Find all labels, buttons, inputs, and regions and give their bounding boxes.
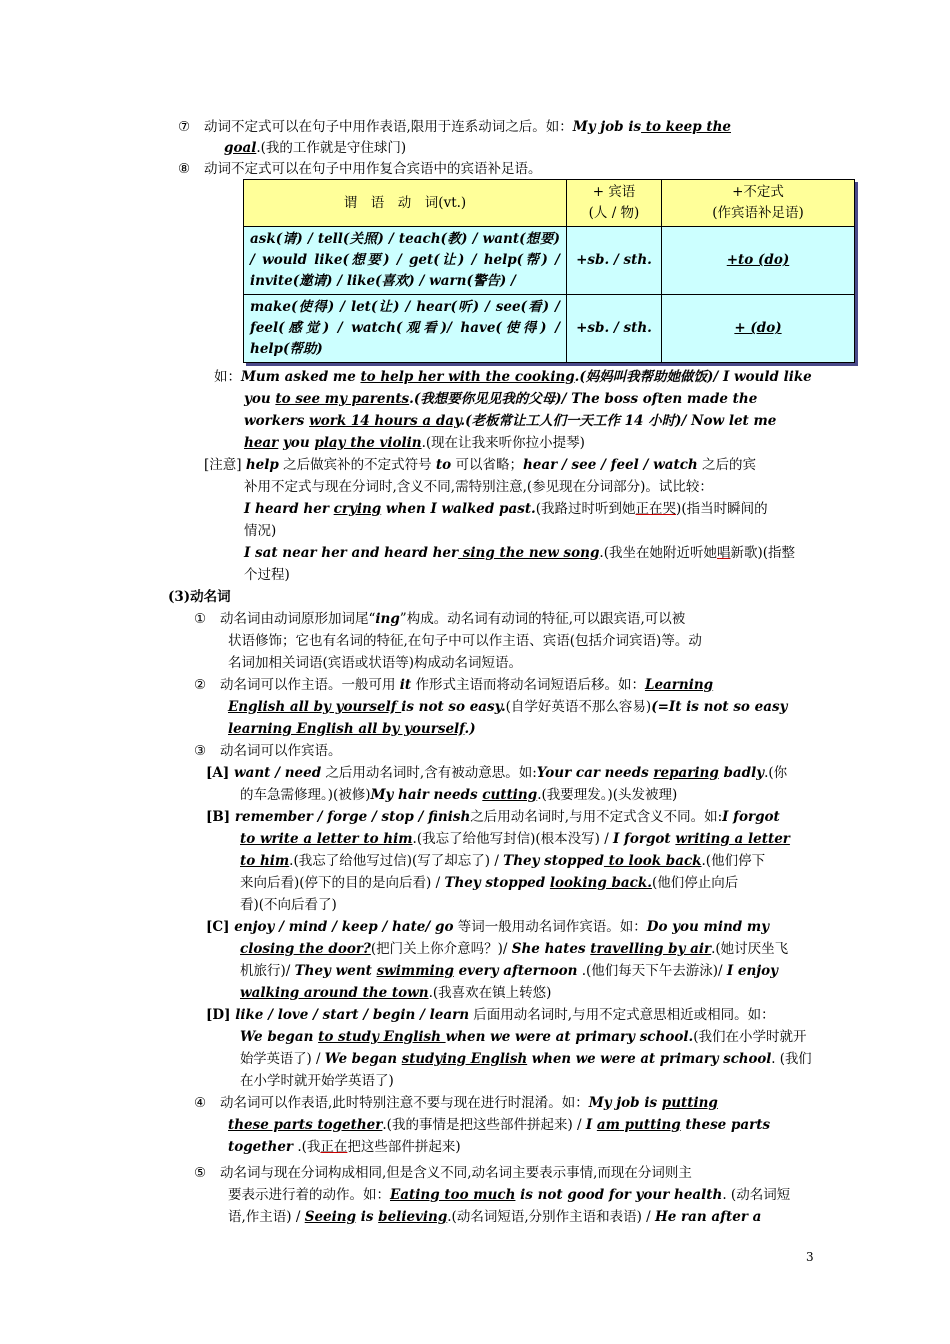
page-number: 3: [806, 1250, 814, 1264]
note-line1: [注意] help 之后做宾补的不定式符号 to 可以省略；hear / see / feel / watch 之后的宾: [204, 457, 757, 473]
item5-line1: 动名词与现在分词构成相同,但是含义不同,动名词主要表示事情,而现在分词则主: [220, 1165, 692, 1181]
item5-line2: 要表示进行着的动作。如：Eating too much is not good for your health. (动名词短: [228, 1187, 791, 1203]
item4-line1: 动名词可以作表语,此时特别注意不要与现在进行时混淆。如：My job is putting: [220, 1095, 718, 1111]
table-header-row: [244, 180, 855, 227]
subB-line1: [B] remember / forge / stop / finish之后用动名词时,与用不定式含义不同。如:I forgot: [206, 809, 780, 825]
row1-verbs: ask(请) / tell(关照) / teach(教) / want(想要) / would like(想要) / get(让) / help(帮) / invite(邀请) / like(喜欢) / warn(警告) /: [244, 227, 567, 295]
subA-line1: [A] want / need 之后用动名词时,含有被动意思。如:Your car needs reparing badly.(你: [206, 765, 788, 781]
item2-line3: learning English all by yourself.): [228, 721, 476, 737]
subB-line5: 看)(不向后看了): [240, 897, 337, 913]
section3-title: (3)动名词: [168, 589, 231, 605]
subD-line4: 在小学时就开始学英语了): [240, 1073, 394, 1089]
item7-line2: goal.(我的工作就是守住球门): [224, 140, 407, 156]
note-line6: 个过程): [244, 567, 290, 583]
table-row: [244, 227, 855, 295]
note-line3: I heard her crying when I walked past.(我路过时听到她正在哭)(指当时瞬间的: [244, 501, 768, 517]
header-object: + 宾语 (人 / 物): [567, 180, 662, 227]
item3-line1: 动名词可以作宾语。: [220, 743, 342, 759]
item1-marker: ①: [194, 611, 207, 627]
item5-marker: ⑤: [194, 1165, 207, 1181]
row2-infinitive: + (do): [662, 295, 855, 363]
item4-line2: these parts together.(我的事情是把这些部件拼起来) / I am putting these parts: [228, 1117, 771, 1133]
row1-object: +sb. / sth.: [567, 227, 662, 295]
subC-line1: [C] enjoy / mind / keep / hate/ go 等词一般用动名词作宾语。如：Do you mind my: [206, 919, 770, 935]
item1-line3: 名词加相关词语(宾语或状语等)构成动名词短语。: [228, 655, 523, 671]
item4-marker: ④: [194, 1095, 207, 1111]
example-line3: workers work 14 hours a day.(老板常让工人们一天工作 14 小时)/ Now let me: [244, 413, 777, 429]
subB-line4: 来向后看)(停下的目的是向后看) / They stopped looking back.(他们停止向后: [240, 875, 739, 891]
note-line5: I sat near her and heard her sing the new song.(我坐在她附近听她唱新歌)(指整: [244, 545, 796, 561]
item8-marker: ⑧: [178, 161, 191, 177]
item7-marker: ⑦: [178, 119, 191, 135]
row2-object: +sb. / sth.: [567, 295, 662, 363]
subD-line2: We began to study English when we were at primary school.(我们在小学时就开: [240, 1029, 807, 1045]
subC-line4: walking around the town.(我喜欢在镇上转悠): [240, 985, 552, 1001]
example-line4: hear you play the violin.(现在让我来听你拉小提琴): [244, 435, 585, 451]
row2-verbs: make(使得) / let(让) / hear(听) / see(看) / feel(感觉) / watch(观看)/ have(使得) / help(帮助): [244, 295, 567, 363]
item2-line2: English all by yourself is not so easy.(自学好英语不那么容易)(=It is not so easy: [228, 699, 788, 715]
example-line1: 如：Mum asked me to help her with the cooking.(妈妈叫我帮助她做饭)/ I would like: [214, 369, 812, 385]
subA-line2: 的车急需修理。)(被修)My hair needs cutting.(我要理发。)(头发被理): [240, 787, 678, 803]
item2-line1: 动名词可以作主语。一般可用 it 作形式主语而将动名词短语后移。如：Learning: [220, 677, 714, 693]
subD-line3: 始学英语了) / We began studying English when we were at primary school. (我们: [240, 1051, 812, 1067]
table-row: [244, 295, 855, 363]
row1-infinitive: +to (do): [662, 227, 855, 295]
subC-line2: closing the door?(把门关上你介意吗？)/ She hates travelling by air.(她讨厌坐飞: [240, 941, 789, 957]
item3-marker: ③: [194, 743, 207, 759]
subD-line1: [D] like / love / start / begin / learn 后面用动名词时,与用不定式意思相近或相同。如：: [206, 1007, 775, 1023]
header-verbs: 谓 语 动 词(vt.): [244, 180, 567, 227]
item7-line1: 动词不定式可以在句子中用作表语,限用于连系动词之后。如：My job is to keep the: [204, 119, 731, 135]
note-line2: 补用不定式与现在分词时,含义不同,需特别注意,(参见现在分词部分)。试比较：: [244, 479, 713, 495]
header-infinitive: +不定式 (作宾语补足语): [662, 180, 855, 227]
item1-line2: 状语修饰；它也有名词的特征,在句子中可以作主语、宾语(包括介词宾语)等。动: [228, 633, 702, 649]
subB-line2: to write a letter to him.(我忘了给他写封信)(根本没写) / I forgot writing a letter: [240, 831, 790, 847]
note-line4: 情况): [244, 523, 277, 539]
example-line2: you to see my parents.(我想要你见见我的父母)/ The boss often made the: [244, 391, 758, 407]
item2-marker: ②: [194, 677, 207, 693]
subB-line3: to him.(我忘了给他写过信)(写了却忘了) / They stopped to look back.(他们停下: [240, 853, 766, 869]
subC-line3: 机旅行)/ They went swimming every afternoon .(他们每天下午去游泳)/ I enjoy: [240, 963, 779, 979]
item8-text: 动词不定式可以在句子中用作复合宾语中的宾语补足语。: [204, 161, 542, 177]
verb-complement-table: [243, 179, 855, 363]
item4-line3: together .(我正在把这些部件拼起来): [228, 1139, 461, 1155]
item1-line1: 动名词由动词原形加词尾“ing”构成。动名词有动词的特征,可以跟宾语,可以被: [220, 611, 686, 627]
item5-line3: 语,作主语) / Seeing is believing.(动名词短语,分别作主语和表语) / He ran after a: [228, 1209, 762, 1225]
